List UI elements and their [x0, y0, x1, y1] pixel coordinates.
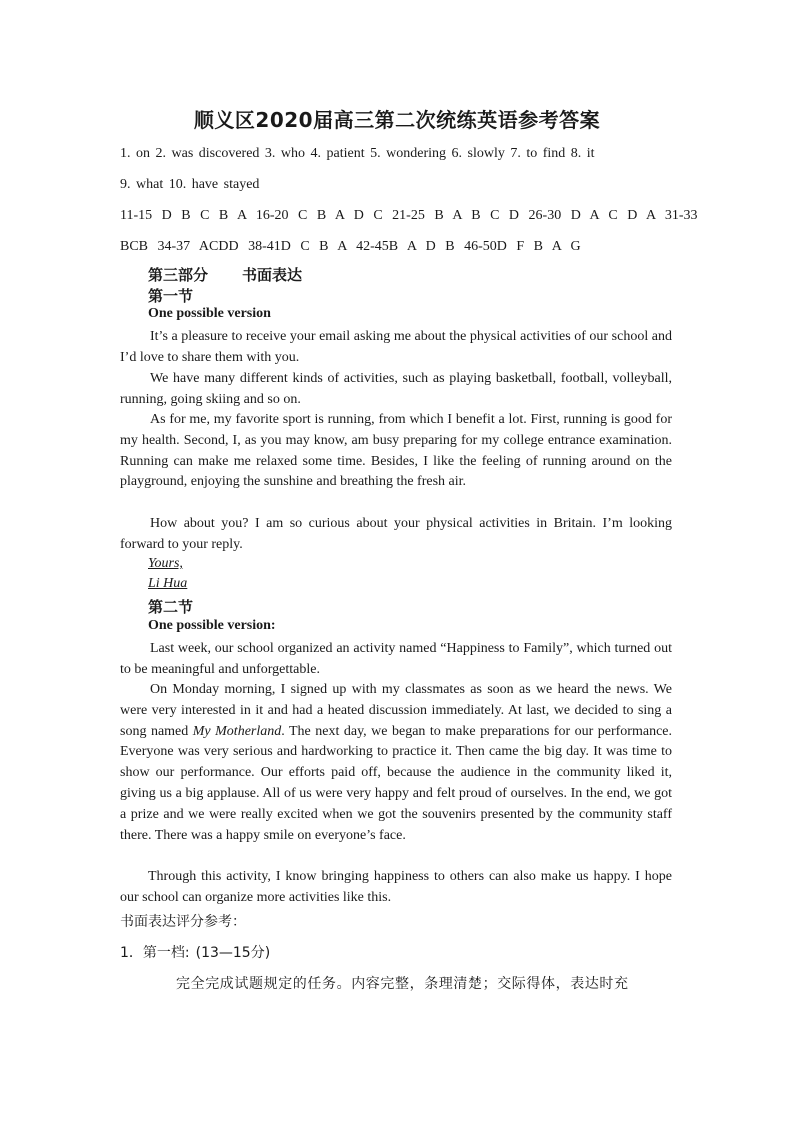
answers-line-2: 9. what 10. have stayed [120, 177, 260, 192]
scoring-band-1 [120, 942, 270, 962]
section1-version-label: One possible version [148, 306, 271, 321]
section1-paragraph-1: It’s a pleasure to receive your email asking me about the physical activities of our school and I’d love to share them with you. [120, 329, 672, 365]
section2-heading: 第二节 [148, 598, 194, 616]
letter-closing: Yours, [148, 556, 183, 571]
page-title: 顺义区2020届高三第二次统练英语参考答案 [193, 108, 601, 132]
scoring-heading: 书面表达评分参考： [120, 914, 246, 930]
scoring-band-label: 1．第一档: [120, 945, 190, 961]
answers-line-1: 1. on 2. was discovered 3. who 4. patient 5. wondering 6. slowly 7. to find 8. it [120, 146, 595, 161]
section2-paragraph-2 [120, 680, 672, 846]
section2-version-label: One possible version: [148, 618, 276, 633]
section1-paragraph-3: As for me, my favorite sport is running, from which I benefit a lot. First, running is good for my health. Second, I, as you may know, am busy preparing for my college entrance examination. Running can make me relaxed some time. Besides, I like the feeling of running around on the playground, enjoying the sunshine and breathing the fresh air. [120, 412, 672, 490]
part3-heading [148, 264, 302, 285]
answers-line-4: BCB 34-37 ACDD 38-41D C B A 42-45B A D B 46-50D F B A G [120, 239, 581, 254]
section2-paragraph-1: Last week, our school organized an activity named “Happiness to Family”, which turned out to be meaningful and unforgettable. [120, 641, 672, 677]
section1-paragraph-4: How about you? I am so curious about your physical activities in Britain. I’m looking forward to your reply. [120, 516, 672, 552]
section1-heading: 第一节 [148, 287, 194, 305]
part3-heading-suffix: 书面表达 [242, 266, 303, 284]
section2-paragraph-2-start: On Monday morning, I signed up with my classmates as soon as we heard the news. We were very interested in it and had a heated discussion immediately. At last, we decided to sing a song named [120, 682, 672, 739]
scoring-band-description: 完全完成试题规定的任务。内容完整，条理清楚；交际得体，表达时充 [176, 976, 629, 992]
section2-paragraph-3: Through this activity, I know bringing happiness to others can also make us happy. I hope our school can organize more activities like this. [120, 869, 672, 905]
letter-signature: Li Hua [148, 576, 188, 591]
part3-heading-label: 第三部分 [148, 266, 209, 284]
section1-paragraph-2: We have many different kinds of activities, such as playing basketball, football, volleyball, running, going skiing and so on. [120, 371, 672, 407]
song-title: My Motherland [192, 723, 282, 739]
scoring-band-range: (13—15分) [195, 945, 271, 961]
answers-line-3: 11-15 D B C B A 16-20 C B A D C 21-25 B A B C D 26-30 D A C D A 31-33 [120, 208, 698, 223]
section2-paragraph-2-end: . The next day, we began to make preparations for our performance. Everyone was very serious and hardworking to practice it. Then came the big day. It was time to show our performance. Our efforts paid off, because the audience in the community liked it, giving us a big applause. All of us were very happy and felt proud of ourselves. In the end, we got a prize and we were really excited when we got the souvenirs presented by the community staff there. There was a happy smile on everyone’s face. [120, 723, 673, 843]
